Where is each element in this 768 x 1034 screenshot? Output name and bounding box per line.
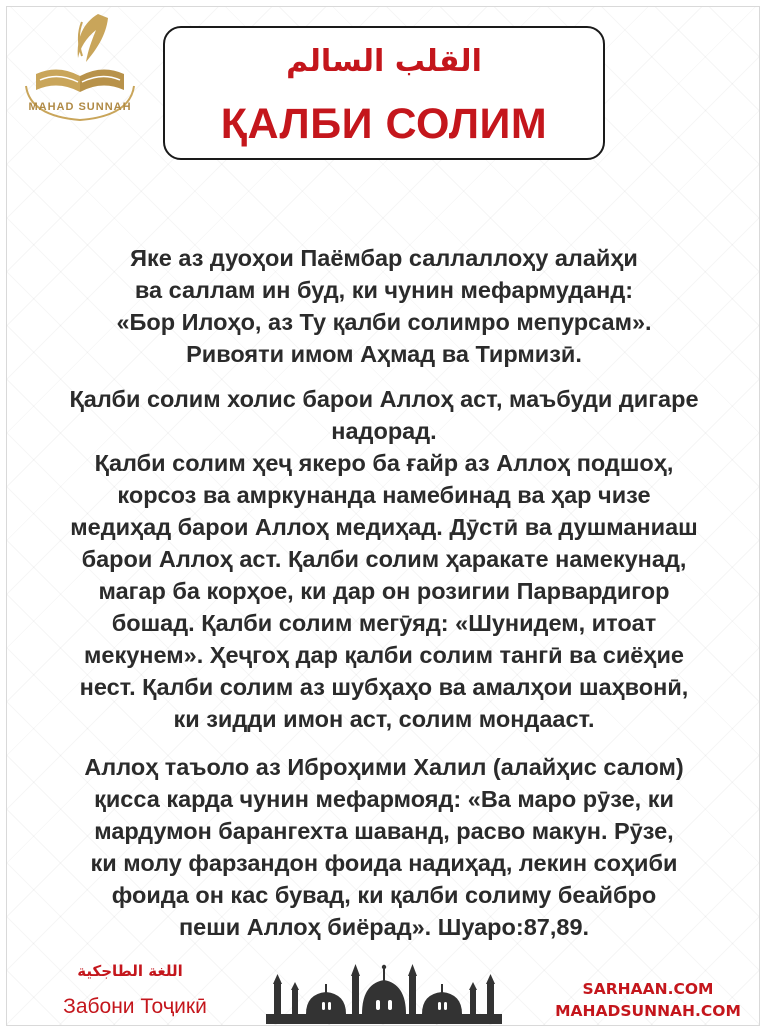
text-line: қисса карда чунин мефармояд: «Ва маро рӯзе, ки: [94, 786, 674, 812]
text-line: медиҳад барои Аллоҳ медиҳад. Дӯстӣ ва душманиаш: [70, 514, 698, 540]
text-line: ва саллам ин буд, ки чунин мефармуданд:: [134, 277, 634, 303]
footer-language-tajik: Забони Тоҷикӣ: [63, 995, 207, 1018]
text-line: нест. Қалби солим аз шубҳаҳо ва амалҳои шаҳвонӣ,: [79, 674, 689, 700]
text-line: надорад.: [331, 418, 437, 444]
text-line: барои Аллоҳ аст. Қалби солим ҳаракате намекунад,: [81, 546, 687, 572]
text-line: Ривояти имом Аҳмад ва Тирмизӣ.: [186, 341, 582, 367]
text-line: ки молу фарзандон фоида надиҳад, лекин соҳиби: [90, 850, 678, 876]
mosque-silhouette-icon: [266, 962, 502, 1024]
mahad-sunnah-logo: [12, 8, 148, 128]
text-line: «Бор Илоҳо, аз Ту қалби солимро мепурсам».: [116, 309, 652, 335]
footer-websites: [548, 978, 748, 1022]
text-line: Яке аз дуоҳои Паёмбар саллаллоҳу алайҳи: [130, 245, 638, 271]
website-link-sarhaan: SARHAAN.COM: [582, 980, 714, 998]
text-line: фоида он кас бувад, ки қалби солиму беайбро: [111, 882, 657, 908]
text-line: мардумон барангехта шаванд, расво макун. Рӯзе,: [94, 818, 674, 844]
website-link-mahadsunnah: MAHADSUNNAH.COM: [555, 1002, 741, 1020]
logo-text: MAHAD SUNNAH: [28, 101, 132, 113]
text-line: ки зидди имон аст, солим мондааст.: [173, 706, 595, 732]
title-arabic: القلب السالم: [286, 44, 482, 79]
paragraph-hadith: [30, 242, 738, 370]
text-line: пеши Аллоҳ биёрад». Шуаро:87,89.: [178, 914, 590, 940]
text-line: магар ба корҳое, ки дар он розигии Парвардигор: [98, 578, 670, 604]
text-line: Қалби солим холис барои Аллоҳ аст, маъбуди дигаре: [69, 386, 699, 412]
text-line: мекунем». Ҳеҷгоҳ дар қалби солим тангӣ ва сиёҳие: [84, 642, 684, 668]
text-line: Қалби солим ҳеҷ якеро ба ғайр аз Аллоҳ подшоҳ,: [94, 450, 674, 476]
paragraph-description: [30, 383, 738, 735]
title-tajik: ҚАЛБИ СОЛИМ: [220, 100, 548, 148]
text-line: бошад. Қалби солим мегӯяд: «Шунидем, итоат: [111, 610, 657, 636]
text-line: Аллоҳ таъоло аз Иброҳими Халил (алайҳис салом): [84, 754, 684, 780]
text-line: корсоз ва амркунанда намебинад ва ҳар чизе: [117, 482, 651, 508]
paragraph-quran: [30, 751, 738, 943]
footer-language-arabic: اللغة الطاجكية: [77, 962, 183, 980]
title-box: [163, 26, 605, 160]
